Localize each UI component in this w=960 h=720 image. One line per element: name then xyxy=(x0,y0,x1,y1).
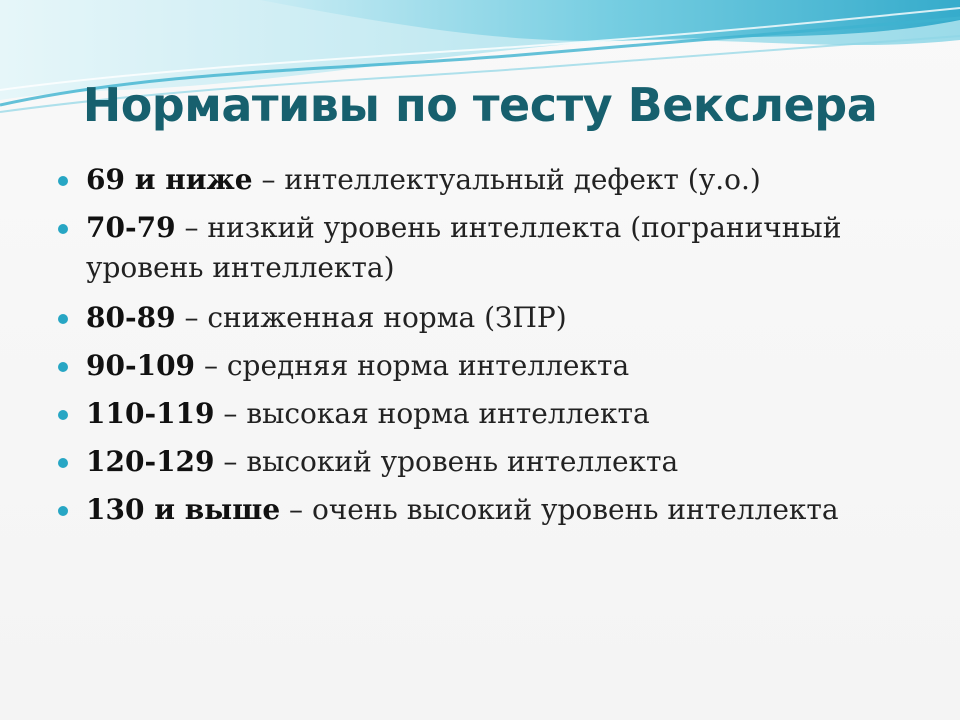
list-item xyxy=(58,490,908,530)
bullet-icon xyxy=(58,362,68,372)
range-description: – высокая норма интеллекта xyxy=(214,397,650,430)
bullet-icon xyxy=(58,410,68,420)
iq-range: 130 и выше xyxy=(86,493,281,526)
page-title: Нормативы по тесту Векслера xyxy=(82,78,878,132)
list-item xyxy=(58,160,908,200)
iq-range: 69 и ниже xyxy=(86,163,253,196)
iq-range: 120-129 xyxy=(86,445,215,478)
range-description: – интеллектуальный дефект (у.о.) xyxy=(252,163,761,196)
bullet-icon xyxy=(58,314,68,324)
iq-range: 70-79 xyxy=(86,211,176,244)
range-description: – высокий уровень интеллекта xyxy=(214,445,679,478)
list-item xyxy=(58,346,908,386)
list-item xyxy=(58,298,908,338)
range-description: – сниженная норма (ЗПР) xyxy=(175,301,567,334)
list-item xyxy=(58,442,908,482)
range-description: – очень высокий уровень интеллекта xyxy=(280,493,839,526)
list-item xyxy=(58,394,908,434)
iq-range: 90-109 xyxy=(86,349,196,382)
bullet-icon xyxy=(58,506,68,516)
bullet-icon xyxy=(58,224,68,234)
list-item xyxy=(58,208,908,288)
norms-list xyxy=(58,160,908,538)
bullet-icon xyxy=(58,176,68,186)
iq-range: 110-119 xyxy=(86,397,215,430)
bullet-icon xyxy=(58,458,68,468)
iq-range: 80-89 xyxy=(86,301,176,334)
range-description: – средняя норма интеллекта xyxy=(195,349,630,382)
range-description: – низкий уровень интеллекта (пограничный уровень интеллекта) xyxy=(86,211,842,284)
